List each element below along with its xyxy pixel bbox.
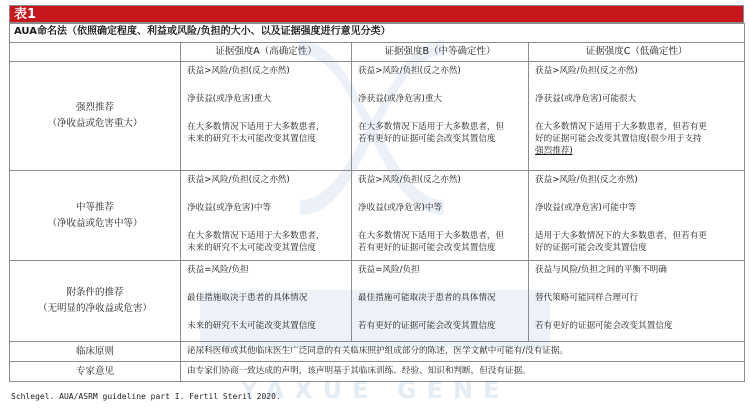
watermark-text: YAXUE GENE: [240, 376, 510, 404]
header-row: [10, 43, 745, 62]
cell-conditional-c: 获益与风险/负担之间的平衡不明确 替代策略可能同样合理可行 若有更好的证据可能会改变其置信度: [529, 261, 745, 342]
cell-strong-b: 获益>风险/负担(反之亦然) 净获益(或净危害)重大 在大多数情况下适用于大多数患者，但 若有更好的证据可能会改变其置信度: [352, 62, 529, 171]
clinical-principle-text: 泌尿科医师或其他临床医生广泛同意的有关临床照护组成部分的陈述，医学文献中可能有/没有证据。: [181, 342, 745, 362]
table-number: 表1: [9, 5, 744, 23]
row-conditional: [10, 261, 745, 342]
header-corner: [10, 43, 181, 62]
row-label-moderate: 中等推荐 （净收益或危害中等）: [10, 171, 181, 261]
row-moderate: [10, 171, 745, 261]
header-evidence-b: 证据强度B（中等确定性）: [352, 43, 529, 62]
expert-opinion-text: 由专家们协商一致达成的声明，该声明基于其临床训练、经验、知识和判断，但没有证据。: [181, 362, 745, 382]
row-expert-opinion: [10, 362, 745, 382]
guideline-table-figure: [9, 5, 744, 401]
cell-conditional-b: 获益=风险/负担 最佳措施可能取决于患者的具体情况 若有更好的证据可能会改变其置信度: [352, 261, 529, 342]
cell-moderate-b: 获益>风险/负担(反之亦然) 净收益(或净危害)中等 在大多数情况下适用于大多数患者，但 若有更好的证据可能会改变其置信度: [352, 171, 529, 261]
header-evidence-a: 证据强度A（高确定性）: [181, 43, 352, 62]
cell-strong-a: 获益>风险/负担(反之亦然) 净获益(或净危害)重大 在大多数情况下适用于大多数患者， 未来的研究不太可能改变其置信度: [181, 62, 352, 171]
row-label-conditional: 附条件的推荐 （无明显的净收益或危害）: [10, 261, 181, 342]
cell-conditional-a: 获益=风险/负担 最佳措施取决于患者的具体情况 未来的研究不太可能改变其置信度: [181, 261, 352, 342]
row-label-clinical: 临床原则: [10, 342, 181, 362]
reference-citation: Schlegel. AUA/ASRM guideline part I. Fertil Steril 2020.: [11, 392, 281, 401]
row-label-strong: 强烈推荐 （净收益或危害重大）: [10, 62, 181, 171]
cell-moderate-c: 获益>风险/负担(反之亦然) 净收益(或净危害)可能中等 适用于大多数情况下的大多数患者，但若有更 好的证据可能会改变其置信度: [529, 171, 745, 261]
subtitle-row: [10, 24, 745, 43]
row-strong: [10, 62, 745, 171]
cell-strong-c: 获益>风险/负担(反之亦然) 净获益(或净危害)可能很大 在大多数情况下适用于大多数患者，但若有更 好的证据可能会改变其置信度(很少用于支持 强烈推荐): [529, 62, 745, 171]
aua-nomenclature-table: [9, 23, 745, 382]
table-subtitle: AUA命名法（依照确定程度、利益或风险/负担的大小、以及证据强度进行意见分类）: [10, 24, 745, 43]
header-evidence-c: 证据强度C（低确定性）: [529, 43, 745, 62]
cell-moderate-a: 获益>风险/负担(反之亦然) 净收益(或净危害)中等 在大多数情况下适用于大多数患者， 未来的研究不太可能改变其置信度: [181, 171, 352, 261]
row-clinical-principle: [10, 342, 745, 362]
row-label-expert: 专家意见: [10, 362, 181, 382]
